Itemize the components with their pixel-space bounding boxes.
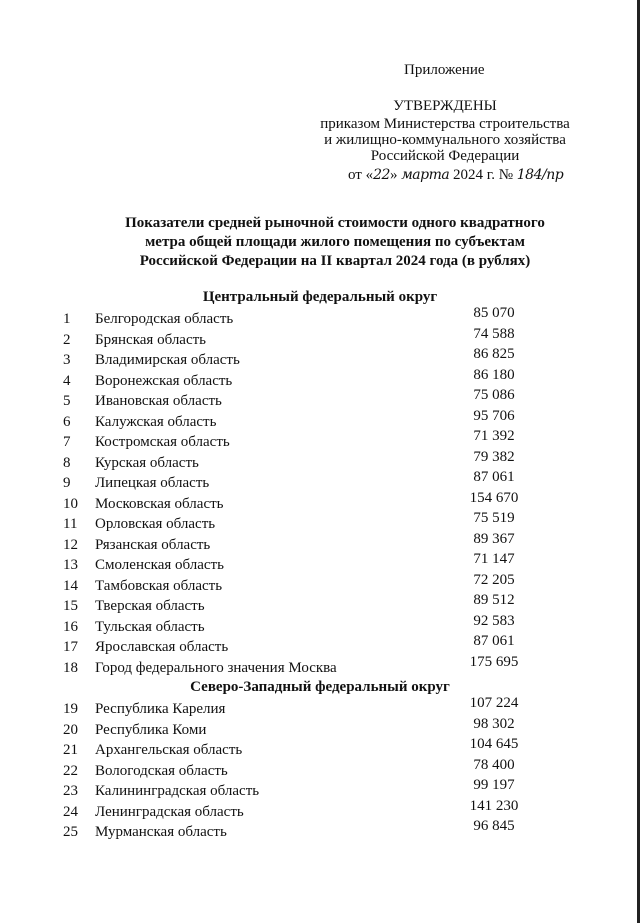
order-date-line [348,167,563,184]
table-row [0,612,640,639]
table-row [0,346,640,372]
price-value: 154 670 [469,489,519,506]
table-row [0,797,640,824]
table-row [0,469,640,495]
row-number: 3 [63,352,71,368]
region-name: Город федерального значения Москва [95,659,337,676]
row-number: 13 [63,557,78,573]
region-name: Мурманская область [95,824,227,840]
row-number: 8 [63,454,71,471]
price-value: 71 147 [473,551,515,567]
order-text [300,116,590,164]
table-row [0,448,640,475]
region-name: Рязанская область [95,536,211,553]
region-name: Курская область [95,454,199,471]
region-name: Белгородская область [95,311,234,327]
table-row [0,756,640,783]
handwritten-day: 22 [373,167,390,183]
table-row [0,777,640,803]
table-row [0,325,640,352]
row-number: 2 [63,331,71,348]
price-value: 75 519 [473,510,515,526]
row-number: 23 [63,783,78,799]
table-row [0,551,640,577]
price-value: 95 706 [473,407,515,424]
row-number: 18 [63,659,78,676]
table-row [0,633,640,659]
row-number: 21 [63,742,78,758]
table-row [0,695,640,721]
region-name: Архангельская область [95,742,243,758]
table-row [0,818,640,844]
table-row [0,489,640,516]
price-value: 89 512 [473,592,515,608]
price-value: 71 392 [473,428,515,444]
handwritten-month: марта [401,167,450,183]
title-line: Российской Федерации на II квартал 2024 года (в рублях) [139,253,531,269]
table-row [0,407,640,434]
region-name: Ярославская область [95,639,229,655]
date-year: 2024 г. № [449,167,517,183]
table-row [0,736,640,762]
row-number: 24 [63,803,78,820]
row-number: 4 [63,372,71,389]
region-name: Калужская область [95,413,217,430]
region-name: Тульская область [95,618,205,635]
row-number: 20 [63,721,78,738]
table-row [0,366,640,393]
date-separator: » [389,167,402,183]
price-value: 79 382 [473,448,515,465]
approved-label: УТВЕРЖДЕНЫ [393,98,497,114]
region-name: Республика Коми [95,721,207,738]
price-value: 72 205 [473,571,515,588]
region-name: Ленинградская область [95,803,244,820]
order-line: приказом Министерства строительства [320,116,570,132]
table-row [0,715,640,742]
region-name: Воронежская область [95,372,233,389]
price-value: 104 645 [469,736,519,752]
price-value: 85 070 [473,305,515,321]
region-name: Вологодская область [95,762,228,779]
region-name: Липецкая область [95,475,210,491]
table-row [0,592,640,618]
price-value: 78 400 [473,756,515,773]
price-value: 74 588 [473,325,515,342]
district-heading: Северо-Западный федеральный округ [190,679,450,695]
row-number: 19 [63,701,78,717]
row-number: 9 [63,475,71,491]
row-number: 1 [63,311,71,327]
price-value: 86 825 [473,346,515,362]
table-row [0,510,640,536]
handwritten-order-number: 184/пр [516,167,564,183]
price-value: 141 230 [469,797,519,814]
row-number: 14 [63,577,78,594]
price-value: 87 061 [473,469,515,485]
price-value: 75 086 [473,387,515,403]
row-number: 6 [63,413,71,430]
row-number: 5 [63,393,71,409]
appendix-label: Приложение [404,62,485,78]
row-number: 15 [63,598,78,614]
price-value: 107 224 [469,695,519,711]
row-number: 12 [63,536,78,553]
region-name: Смоленская область [95,557,224,573]
price-value: 98 302 [473,715,515,732]
region-name: Республика Карелия [95,701,226,717]
table-row [0,653,640,680]
row-number: 22 [63,762,78,779]
region-name: Тамбовская область [95,577,223,594]
title-line: Показатели средней рыночной стоимости одного квадратного [125,215,545,231]
region-name: Брянская область [95,331,207,348]
region-name: Ивановская область [95,393,222,409]
price-value: 86 180 [473,366,515,383]
row-number: 11 [63,516,78,532]
document-title [100,214,570,271]
price-value: 89 367 [473,530,515,547]
region-name: Владимирская область [95,352,240,368]
region-name: Костромская область [95,434,230,450]
table-row [0,428,640,454]
price-value: 87 061 [473,633,515,649]
table-row [0,571,640,598]
region-name: Московская область [95,495,224,512]
price-value: 96 845 [473,818,515,834]
row-number: 16 [63,618,78,635]
district-heading: Центральный федеральный округ [202,289,438,305]
row-number: 7 [63,434,71,450]
title-line: метра общей площади жилого помещения по субъектам [145,234,525,250]
table-row [0,530,640,557]
order-line: и жилищно-коммунального хозяйства [324,132,566,148]
table-row [0,305,640,331]
table-row [0,387,640,413]
region-name: Орловская область [95,516,216,532]
row-number: 10 [63,495,78,512]
price-value: 175 695 [469,653,519,670]
price-value: 92 583 [473,612,515,629]
price-value: 99 197 [473,777,515,793]
date-prefix: от « [348,167,374,183]
row-number: 25 [63,824,78,840]
row-number: 17 [63,639,78,655]
region-name: Калининградская область [95,783,260,799]
region-name: Тверская область [95,598,205,614]
order-line: Российской Федерации [370,148,520,164]
